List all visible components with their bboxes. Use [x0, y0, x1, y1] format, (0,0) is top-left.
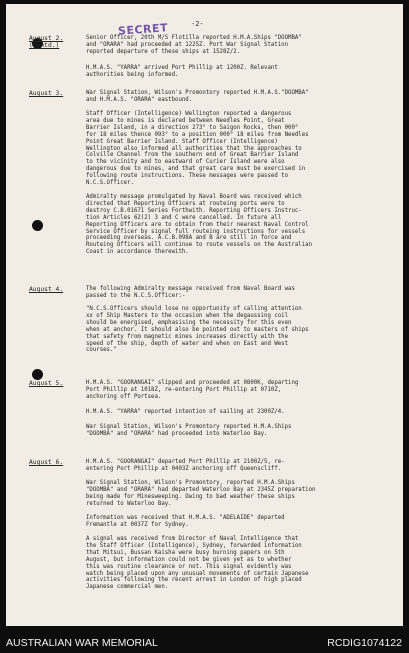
- page-number: -2-: [191, 20, 204, 28]
- quoted-message: "N.C.S.Officers should lose no opportunity of calling attention xx of Ship Masters to the occasion when the degaussing coil should be energised, emphasising the necessity for this even when at anchor. It should also be pointed out to masters of ships that safety from magnetic mines increases directly with the speed of the ship, depth of water and when on East and West courses.": [86, 306, 309, 354]
- entry-date: August 3.: [29, 90, 64, 97]
- entry-paragraph: Admiralty message promulgated by Naval Board was received which directed that Reporting Officers at routeing ports were to destroy C.B.01671 Series Forthwith. Reporting Officers Instruc- tion Articles 62(2) 3 and C were cancelled. In future all Reporting Officers are to obtain from their nearest Naval Control Service Officer by signal full routeing instructions for vessels proceeding overseas. A.C.B.098A and B are still in force and Routeing Officers will continue to route vessels on the Australian Coast in accordance therewith.: [86, 194, 312, 256]
- entry-paragraph: War Signal Station, Wilson's Promontory reported H.M.A.S."DOOMBA" and H.M.A.S. "ORARA" eastbound.: [86, 90, 309, 103]
- entry-paragraph: H.M.A.S. "GOORANGAI" slipped and proceeded at 0800K, departing Port Phillip at 1018Z, re-entering Port Phillip at 0710Z, anchoring off Portsea.: [86, 380, 299, 400]
- footer-record-id: RCDIG1074122: [327, 637, 402, 649]
- entry-paragraph: War Signal Station, Wilson's Promontory, reported H.M.A.Ships "DOOMBA" and "ORARA" had departed Waterloo Bay at 2345Z preparation being made for Minesweeping. Owing to bad weather these ships returned to Waterloo Bay.: [86, 480, 316, 507]
- entry-paragraph: H.M.A.S. "YARRA" arrived Port Phillip at 1200Z. Relevant authorities being informed.: [86, 65, 278, 78]
- entry-paragraph: Information was received that H.M.A.S. "ADELAIDE" departed Fremantle at 0037Z for Sydney.: [86, 515, 285, 528]
- footer-archive-name: AUSTRALIAN WAR MEMORIAL: [6, 637, 158, 649]
- punch-hole-icon: [32, 369, 43, 380]
- entry-date: August 2. (Contd.): [29, 35, 81, 49]
- archive-footer: [0, 632, 409, 653]
- entry-paragraph: H.M.A.S. "YARRA" reported intention of sailing at 2300Z/4.: [86, 409, 285, 415]
- document-page: [6, 4, 403, 626]
- entry-paragraph: A signal was received from Director of Naval Intelligence that the Staff Officer (Intelligence), Sydney, forwarded information that Mitsui, Bussan Kaisha were busy burning papers on 5th August, but information could not be given yet as to whether this was routine clearance or not. This signal evidently was watch being placed upon any unusual movements of certain Japanese activities following the recent arrest in London of high placed Japanese commercial men.: [86, 536, 309, 591]
- entry-date: August 5.: [29, 380, 64, 387]
- entry-paragraph: Staff Officer (Intelligence) Wellington reported a dangerous area due to mines is declared between Needles Point, Great Barrier Island, in a direction 273° to Saigon Rocks, then 000° for 18 miles thence 093° to a position 000° 18 miles from Needles Point Great Barrier Island. Staff Officer (Intelligence) Wellington also informed all authorities that the approaches to Colville Channel from the southern end of Great Barrier Island to the vicinity and to eastward of Curier Island were also dangerous due to mines, and that great care must be exercised in following route instructions. These messages were passed to N.C.S.Officer.: [86, 111, 309, 187]
- entry-paragraph: The following Admiralty message received from Naval Board was passed to the N.C.S.Officer:-: [86, 286, 295, 299]
- secret-stamp: SECRET: [117, 21, 169, 38]
- entry-paragraph: H.M.A.S. "GOORANGAI" departed Port Phillip at 2100Z/5, re- entering Port Phillip at 0403Z anchoring off Queenscliff.: [86, 459, 285, 472]
- entry-date: August 6.: [29, 459, 64, 466]
- entry-paragraph: Senior Officer, 20th M/S Flotilla reported H.M.A.Ships "DOOMBA" and "ORARA" had proceeded at 1225Z. Port War Signal Station reported departure of these ships at 1528Z/2.: [86, 35, 302, 55]
- entry-date: August 4.: [29, 286, 64, 293]
- entry-date-continued: (Contd.): [29, 42, 60, 50]
- punch-hole-icon: [32, 220, 43, 231]
- entry-paragraph: War Signal Station, Wilson's Promontory reported H.M.A.Ships "DOOMBA" and "ORARA" had proceeded into Waterloo Bay.: [86, 424, 292, 437]
